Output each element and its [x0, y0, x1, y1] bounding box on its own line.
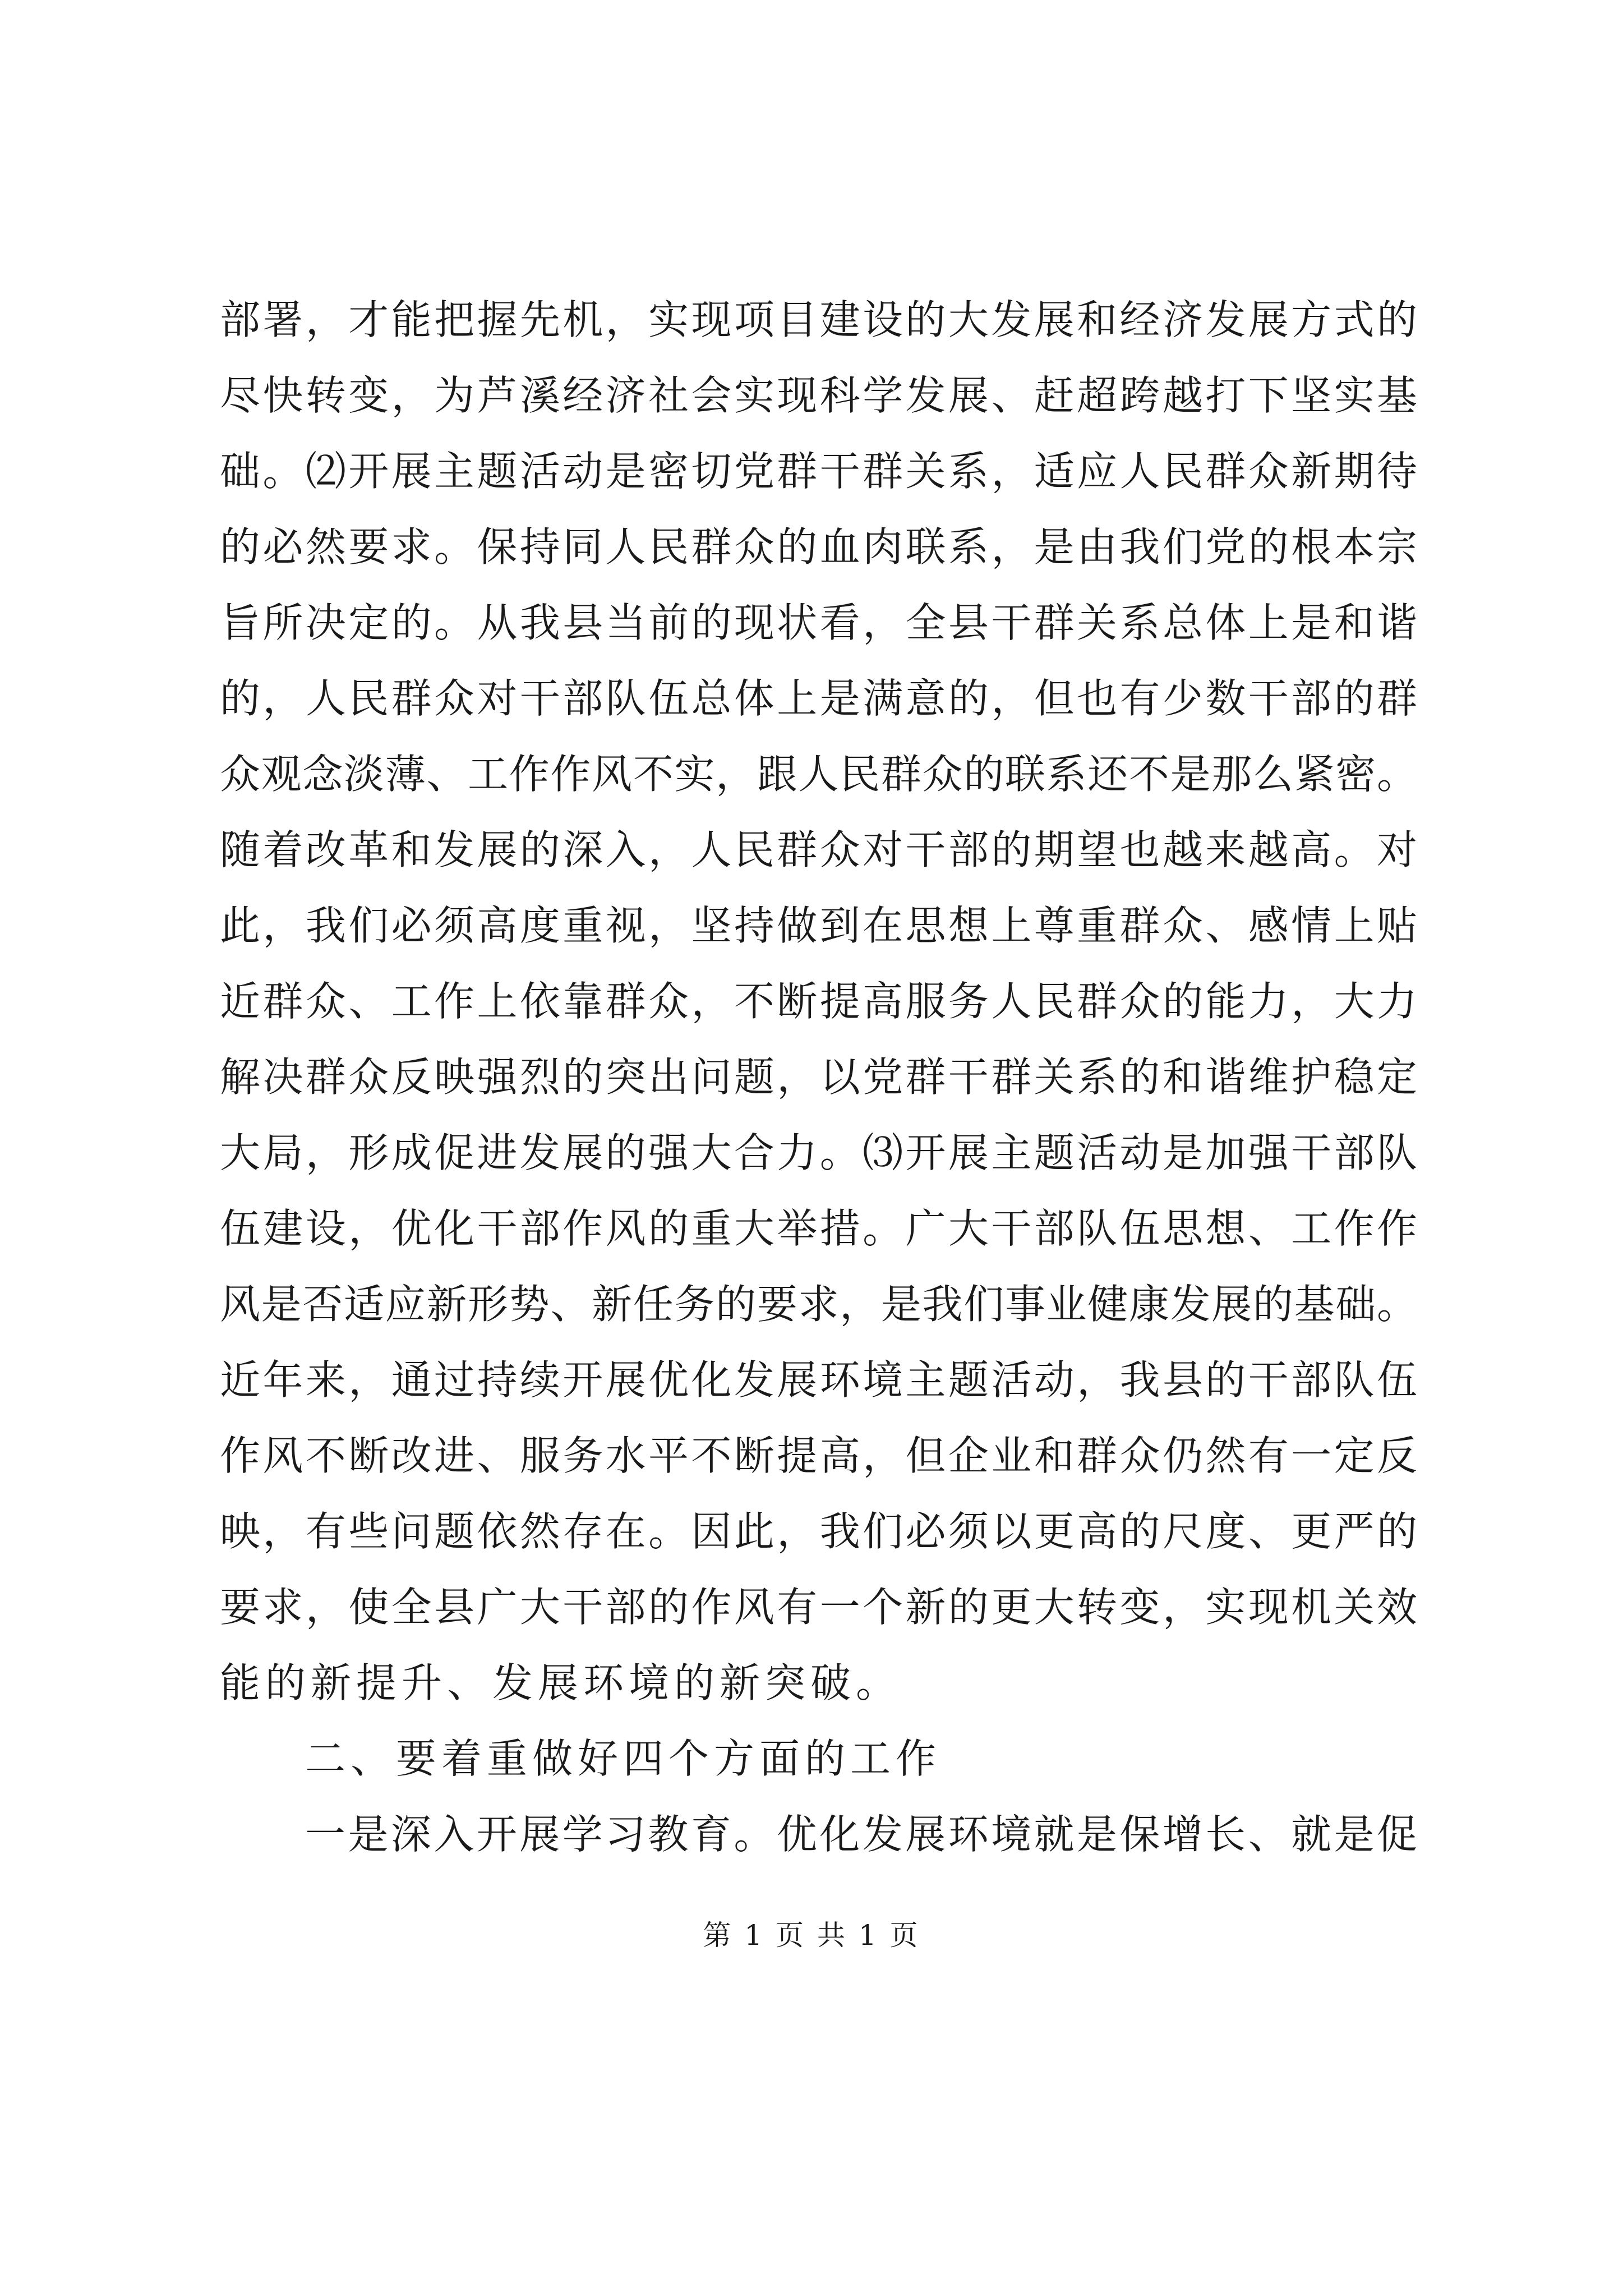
text-line: 此，我们必须高度重视，坚持做到在思想上尊重群众、感情上贴 [220, 902, 1417, 949]
text-line: 部署，才能把握先机，实现项目建设的大发展和经济发展方式的 [220, 296, 1417, 343]
text-line: 映，有些问题依然存在。因此，我们必须以更高的尺度、更严的 [220, 1508, 1417, 1555]
text-line: 大局，形成促进发展的强大合力。⑶开展主题活动是加强干部队 [220, 1129, 1417, 1176]
text-line: 的必然要求。保持同人民群众的血肉联系，是由我们党的根本宗 [220, 523, 1417, 570]
text-line: 一是深入开展学习教育。优化发展环境就是保增长、就是促 [305, 1811, 1417, 1858]
text-line: 能的新提升、发展环境的新突破。 [220, 1659, 902, 1706]
text-line: 作风不断改进、服务水平不断提高，但企业和群众仍然有一定反 [220, 1432, 1417, 1479]
text-line: 风是否适应新形势、新任务的要求，是我们事业健康发展的基础。 [220, 1281, 1417, 1328]
text-line: 众观念淡薄、工作作风不实，跟人民群众的联系还不是那么紧密。 [220, 751, 1417, 798]
text-line: 近群众、工作上依靠群众，不断提高服务人民群众的能力，大力 [220, 978, 1417, 1025]
text-line: 础。⑵开展主题活动是密切党群干群关系，适应人民群众新期待 [220, 448, 1417, 495]
section-heading: 二、要着重做好四个方面的工作 [305, 1735, 942, 1782]
text-line: 随着改革和发展的深入，人民群众对干部的期望也越来越高。对 [220, 826, 1417, 873]
text-line: 要求，使全县广大干部的作风有一个新的更大转变，实现机关效 [220, 1584, 1417, 1631]
text-line: 尽快转变，为芦溪经济社会实现科学发展、赶超跨越打下坚实基 [220, 372, 1417, 419]
page-footer: 第 1 页 共 1 页 [703, 1919, 920, 1952]
text-line: 伍建设，优化干部作风的重大举措。广大干部队伍思想、工作作 [220, 1205, 1417, 1252]
text-line: 近年来，通过持续开展优化发展环境主题活动，我县的干部队伍 [220, 1356, 1417, 1404]
text-line: 旨所决定的。从我县当前的现状看，全县干群关系总体上是和谐 [220, 599, 1417, 646]
text-line: 解决群众反映强烈的突出问题，以党群干群关系的和谐维护稳定 [220, 1053, 1417, 1101]
text-line: 的，人民群众对干部队伍总体上是满意的，但也有少数干部的群 [220, 675, 1417, 722]
